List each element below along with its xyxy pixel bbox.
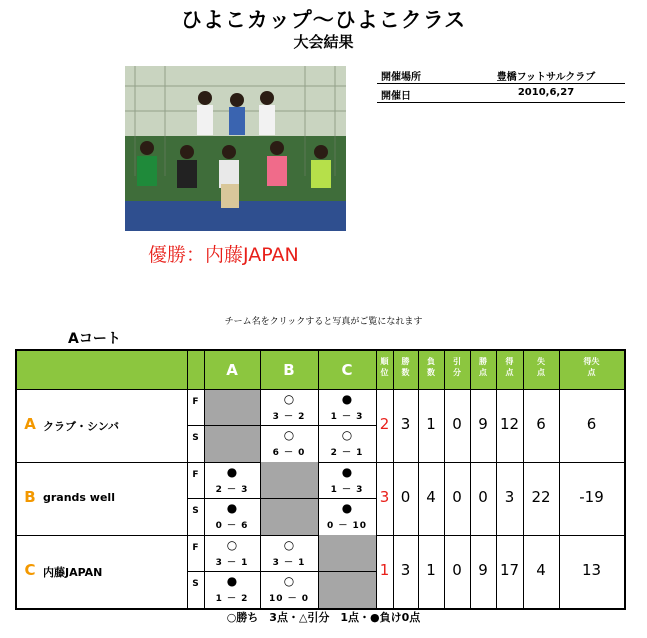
match-score: 10 － 0 (268, 594, 310, 604)
stat-value: 0 (452, 561, 462, 579)
leg-label: F (192, 397, 199, 407)
stat-value: 6 (586, 415, 597, 433)
match-score: 3 － 1 (272, 558, 306, 568)
header-stat: 負 数 (427, 357, 435, 377)
stat-value: 3 (400, 415, 411, 433)
row-letter: B (24, 488, 36, 506)
win-mark: ○ (341, 428, 353, 442)
header-stat: 勝 数 (401, 357, 410, 377)
header-stat: 勝 点 (479, 357, 487, 377)
legend: ○勝ち 3点・△引分 1点・●負け0点 (226, 611, 421, 624)
court-label: Aコート (68, 331, 121, 347)
row-letter: C (24, 561, 36, 579)
venue-row (377, 65, 625, 84)
match-score: 3 － 2 (272, 412, 306, 422)
header-stat: 引 分 (453, 357, 461, 377)
leg-label: S (192, 433, 199, 443)
match-score: 0 － 6 (215, 521, 249, 531)
page-subtitle: 大会結果 (293, 33, 354, 51)
header-stat: 順 位 (380, 357, 389, 377)
win-mark: ○ (283, 428, 295, 442)
row-divider (17, 462, 624, 463)
page-title: ひよこカップ〜ひよこクラス (180, 8, 467, 32)
stat-value: 12 (499, 415, 520, 433)
loss-mark: ● (341, 392, 353, 406)
stat-value: 17 (499, 561, 520, 579)
match-score: 1 － 3 (330, 412, 364, 422)
stat-value: 4 (536, 561, 546, 579)
header-opponent-a: A (226, 361, 238, 379)
header-stat: 得失 点 (583, 357, 600, 377)
winner-text: 優勝：内藤JAPAN (148, 244, 299, 266)
venue-label: 開催場所 (381, 72, 421, 83)
leg-label: F (192, 543, 199, 553)
header-opponent-b: B (283, 361, 295, 379)
date-label: 開催日 (381, 91, 411, 102)
stat-value: 0 (452, 415, 462, 433)
win-mark: ○ (283, 392, 295, 406)
results-table (15, 349, 626, 610)
stat-value: 3 (400, 561, 411, 579)
stat-value: 22 (531, 488, 551, 506)
loss-mark: ● (341, 465, 353, 479)
rank-value: 3 (379, 488, 390, 506)
row-letter: A (24, 415, 36, 433)
stat-value: 1 (426, 415, 436, 433)
venue-value: 豊橋フットサルクラブ (496, 72, 596, 83)
rank-value: 2 (379, 415, 390, 433)
stat-value: 0 (452, 488, 462, 506)
team-name-link[interactable]: クラブ・シンバ (43, 420, 119, 433)
header-opponent-c: C (341, 361, 353, 379)
loss-mark: ● (341, 501, 353, 515)
header-stat: 得 点 (505, 357, 514, 377)
stat-value: 9 (478, 415, 488, 433)
leg-divider (187, 571, 376, 572)
team-name-link[interactable]: 内藤JAPAN (43, 566, 103, 579)
stat-value: 6 (536, 415, 546, 433)
header-stat: 失 点 (537, 357, 545, 377)
stat-value: 13 (581, 561, 602, 579)
win-mark: ○ (283, 574, 295, 588)
header-divider (17, 389, 624, 390)
loss-mark: ● (226, 501, 238, 515)
stat-value: 1 (426, 561, 436, 579)
win-mark: ○ (226, 538, 238, 552)
date-value: 2010,6,27 (517, 87, 575, 98)
loss-mark: ● (226, 465, 238, 479)
stat-value: 0 (478, 488, 488, 506)
match-score: 6 － 0 (272, 448, 306, 458)
loss-mark: ● (226, 574, 238, 588)
win-mark: ○ (283, 538, 295, 552)
leg-divider (187, 425, 376, 426)
leg-label: S (192, 506, 199, 516)
leg-label: S (192, 579, 199, 589)
stat-value: 9 (478, 561, 488, 579)
click-note: チーム名をクリックすると写真がご覧になれます (224, 317, 423, 327)
stat-value: 0 (400, 488, 411, 506)
leg-divider (187, 498, 376, 499)
match-score: 1 － 2 (215, 594, 249, 604)
stat-value: 4 (426, 488, 436, 506)
stat-value: -19 (579, 488, 604, 506)
rank-value: 1 (379, 561, 390, 579)
leg-label: F (192, 470, 199, 480)
match-score: 2 － 3 (215, 485, 249, 495)
match-score: 2 － 1 (330, 448, 364, 458)
match-score: 1 － 3 (330, 485, 364, 495)
team-name-link[interactable]: grands well (43, 491, 115, 504)
team-photo (125, 66, 346, 231)
match-score: 3 － 1 (215, 558, 249, 568)
date-row (377, 84, 625, 103)
stat-value: 3 (504, 488, 515, 506)
match-score: 0 － 10 (326, 521, 368, 531)
